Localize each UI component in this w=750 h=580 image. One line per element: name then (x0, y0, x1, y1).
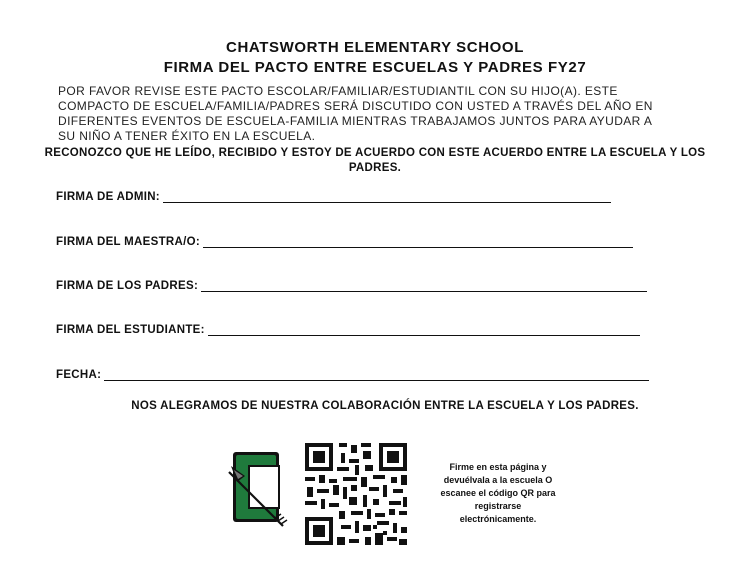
school-c-arrowhead-logo (225, 444, 293, 530)
date-row (56, 365, 649, 381)
teacher-signature-line[interactable] (203, 235, 633, 248)
admin-signature-line[interactable] (163, 190, 611, 203)
admin-signature-row (56, 187, 611, 203)
date-label: FECHA: (56, 369, 102, 381)
teacher-signature-label: FIRMA DEL MAESTRA/O: (56, 236, 200, 248)
admin-signature-label: FIRMA DE ADMIN: (56, 191, 160, 203)
date-line[interactable] (104, 368, 649, 381)
document-title: FIRMA DEL PACTO ENTRE ESCUELAS Y PADRES FY27 (163, 59, 587, 76)
closing-statement: NOS ALEGRAMOS DE NUESTRA COLABORACIÓN ENTRE LA ESCUELA Y LOS PADRES. (131, 400, 639, 412)
parents-signature-line[interactable] (201, 279, 647, 292)
parents-signature-row (56, 276, 647, 292)
student-signature-row (56, 320, 640, 336)
parents-signature-label: FIRMA DE LOS PADRES: (56, 280, 199, 292)
intro-paragraph: POR FAVOR REVISE ESTE PACTO ESCOLAR/FAMILIAR/ESTUDIANTIL CON SU HIJO(A). ESTE COMPACTO DE ESCUELA/FAMILIA/PADRES SERÁ DISCUTIDO CON USTED A TRAVÉS DEL AÑO EN DIFERENTES EVENTOS DE ESCUELA-FAMILIA MIENTRAS TRABAJAMOS JUNTOS PARA AYUDAR A SU NIÑO A TENER ÉXITO EN LA ESCUELA. (58, 84, 653, 143)
student-signature-line[interactable] (208, 323, 640, 336)
student-signature-label: FIRMA DEL ESTUDIANTE: (56, 324, 205, 336)
acknowledgement-statement: RECONOZCO QUE HE LEÍDO, RECIBIDO Y ESTOY DE ACUERDO CON ESTE ACUERDO ENTRE LA ESCUELA Y LOS PADRES. (44, 147, 706, 174)
qr-code[interactable] (303, 441, 409, 547)
school-name: CHATSWORTH ELEMENTARY SCHOOL (226, 39, 524, 56)
qr-instructions: Firme en esta página y devuélvala a la escuela O escanee el código QR para registrarse electrónicamente. (440, 462, 556, 524)
teacher-signature-row (56, 232, 633, 248)
